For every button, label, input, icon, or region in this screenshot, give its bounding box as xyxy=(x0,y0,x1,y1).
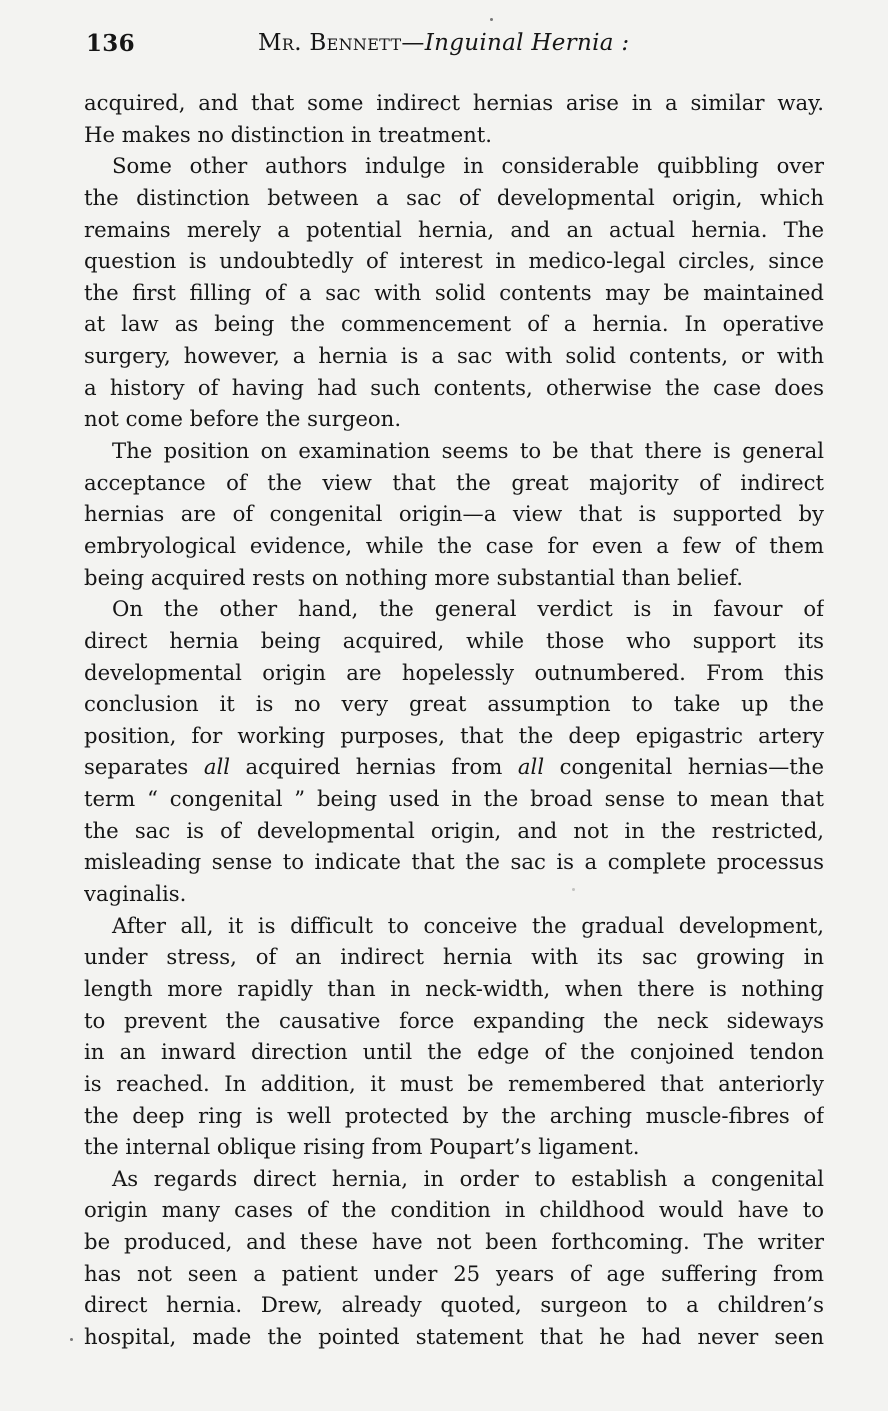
running-head-title: Inguinal Hernia : xyxy=(424,30,630,56)
page-header xyxy=(86,30,826,70)
text-line: origin many cases of the condition in childhood would have to xyxy=(84,1197,824,1223)
emphasis-all: all xyxy=(517,754,545,780)
text-line: On the other hand, the general verdict is in favour of xyxy=(112,596,824,622)
paper-speck xyxy=(490,18,493,21)
paper-speck xyxy=(572,888,575,891)
text-line: the sac is of developmental origin, and not in the restricted, xyxy=(84,817,824,843)
text-line: conclusion it is no very great assumption to take up the xyxy=(84,691,824,717)
text-line: misleading sense to indicate that the sac is a complete processus xyxy=(84,849,824,875)
body-text xyxy=(84,87,824,1353)
text-line: surgery, however, a hernia is a sac with solid contents, or with xyxy=(84,343,824,369)
text-line: not come before the surgeon. xyxy=(84,406,402,432)
text-line: is reached. In addition, it must be remembered that anteriorly xyxy=(84,1070,824,1096)
text-line: As regards direct hernia, in order to establish a congenital xyxy=(112,1165,824,1191)
text-line: in an inward direction until the edge of the conjoined tendon xyxy=(84,1039,824,1065)
text-line: question is undoubtedly of interest in medico-legal circles, since xyxy=(84,248,824,274)
text-line: being acquired rests on nothing more substantial than belief. xyxy=(84,564,743,590)
text-line: has not seen a patient under 25 years of age suffering from xyxy=(84,1260,824,1286)
text-line: position, for working purposes, that the deep epigastric artery xyxy=(84,722,824,748)
text-line: vaginalis. xyxy=(84,881,187,907)
text-line: at law as being the commencement of a hernia. In operative xyxy=(84,311,824,337)
text-line: The position on examination seems to be that there is general xyxy=(112,438,824,464)
text-line: a history of having had such contents, otherwise the case does xyxy=(84,374,824,400)
text-line: the deep ring is well protected by the arching muscle-fibres of xyxy=(84,1102,824,1128)
text-run: acquired hernias from xyxy=(230,754,518,780)
paper-speck xyxy=(70,1338,73,1341)
page-number: 136 xyxy=(86,30,135,57)
text-line: direct hernia being acquired, while those who support its xyxy=(84,627,824,653)
text-line: hernias are of congenital origin—a view that is supported by xyxy=(84,501,824,527)
text-line: the internal oblique rising from Poupart’s ligament. xyxy=(84,1134,640,1160)
text-line: acceptance of the view that the great majority of indirect xyxy=(84,469,824,495)
text-run: congenital hernias—the xyxy=(544,754,824,780)
text-line: to prevent the causative force expanding the neck sideways xyxy=(84,1007,824,1033)
text-line: be produced, and these have not been forthcoming. The writer xyxy=(84,1229,824,1255)
text-line: direct hernia. Drew, already quoted, surgeon to a children’s xyxy=(84,1292,824,1318)
text-line: remains merely a potential hernia, and an actual hernia. The xyxy=(84,216,824,242)
text-line: developmental origin are hopelessly outnumbered. From this xyxy=(84,659,824,685)
text-line: After all, it is difficult to conceive the gradual development, xyxy=(112,912,824,938)
running-head-separator: — xyxy=(401,30,425,56)
text-line: the distinction between a sac of developmental origin, which xyxy=(84,184,824,210)
text-line xyxy=(84,751,824,783)
text-line: embryological evidence, while the case for even a few of them xyxy=(84,532,824,558)
text-line: Some other authors indulge in considerable quibbling over xyxy=(112,153,824,179)
text-line: under stress, of an indirect hernia with its sac growing in xyxy=(84,944,824,970)
text-line: acquired, and that some indirect hernias arise in a similar way. xyxy=(84,90,824,115)
emphasis-all: all xyxy=(203,754,231,780)
text-run: separates xyxy=(84,754,204,780)
running-head-author: Mr. Bennett xyxy=(258,30,402,56)
running-head xyxy=(258,30,629,56)
text-line: length more rapidly than in neck-width, when there is nothing xyxy=(84,975,824,1001)
text-line: the first filling of a sac with solid contents may be maintained xyxy=(84,279,824,305)
text-line: term “ congenital ” being used in the broad sense to mean that xyxy=(84,786,824,812)
text-line: hospital, made the pointed statement that he had never seen xyxy=(84,1323,824,1349)
text-line: He makes no distinction in treatment. xyxy=(84,121,493,147)
